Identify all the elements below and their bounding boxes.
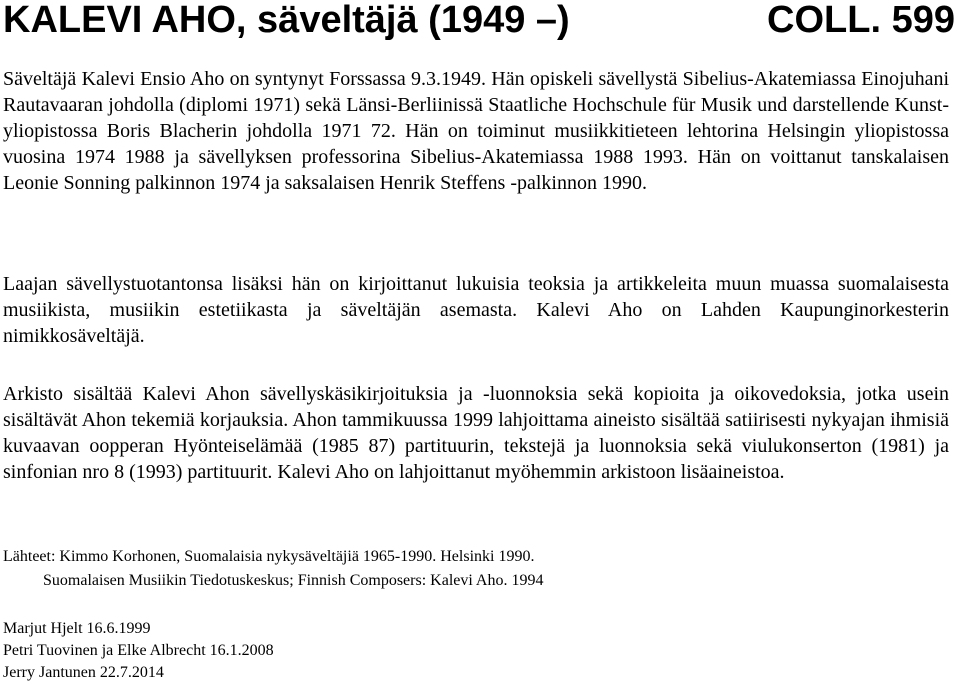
signature-line: Marjut Hjelt 16.6.1999 (3, 620, 151, 637)
archive-paragraph: Arkisto sisältää Kalevi Ahon sävellyskäsikirjoituksia ja -luonnoksia sekä kopioita ja oikovedoksia, jotka usein sisältävät Ahon tekemiä korjauksia. Ahon tammikuussa 1999 lahjoittama aineisto sisältää satiirisesti nykyajan ihmisiä kuvaavan oopperan Hyönteiselämää (1985 87) partituurin, tekstejä ja luonnoksia sekä viulukonserton (1981) ja sinfonian nro 8 (1993) partituurit. Kalevi Aho on lahjoittanut myöhemmin arkistoon lisäaineistoa. (3, 383, 949, 483)
header (3, 0, 955, 46)
page-title: KALEVI AHO, säveltäjä (1949 –) (3, 0, 570, 41)
sources-line-continued: Suomalaisen Musiikin Tiedotuskeskus; Finnish Composers: Kalevi Aho. 1994 (43, 572, 544, 589)
collection-number: COLL. 599 (767, 0, 955, 41)
works-paragraph: Laajan sävellystuotantonsa lisäksi hän on kirjoittanut lukuisia teoksia ja artikkeleita muun muassa suomalaisesta musiikista, musiikin estetiikasta ja säveltäjän asemasta. Kalevi Aho on Lahden Kaupunginorkesterin nimikkosäveltäjä. (3, 273, 949, 347)
biography-paragraph: Säveltäjä Kalevi Ensio Aho on syntynyt Forssassa 9.3.1949. Hän opiskeli sävellystä Sibelius-Akatemiassa Einojuhani Rautavaaran johdolla (diplomi 1971) sekä Länsi-Berliinissä Staatliche Hochschule für Musik und darstellende Kunst-yliopistossa Boris Blacherin johdolla 1971 72. Hän on toiminut musiikkitieteen lehtorina Helsingin yliopistossa vuosina 1974 1988 ja sävellyksen professorina Sibelius-Akatemiassa 1988 1993. Hän on voittanut tanskalaisen Leonie Sonning palkinnon 1974 ja saksalaisen Henrik Steffens -palkinnon 1990. (3, 68, 949, 194)
signature-line: Jerry Jantunen 22.7.2014 (3, 664, 164, 681)
signature-line: Petri Tuovinen ja Elke Albrecht 16.1.2008 (3, 642, 274, 659)
sources-line: Lähteet: Kimmo Korhonen, Suomalaisia nykysäveltäjiä 1965-1990. Helsinki 1990. (3, 548, 535, 565)
